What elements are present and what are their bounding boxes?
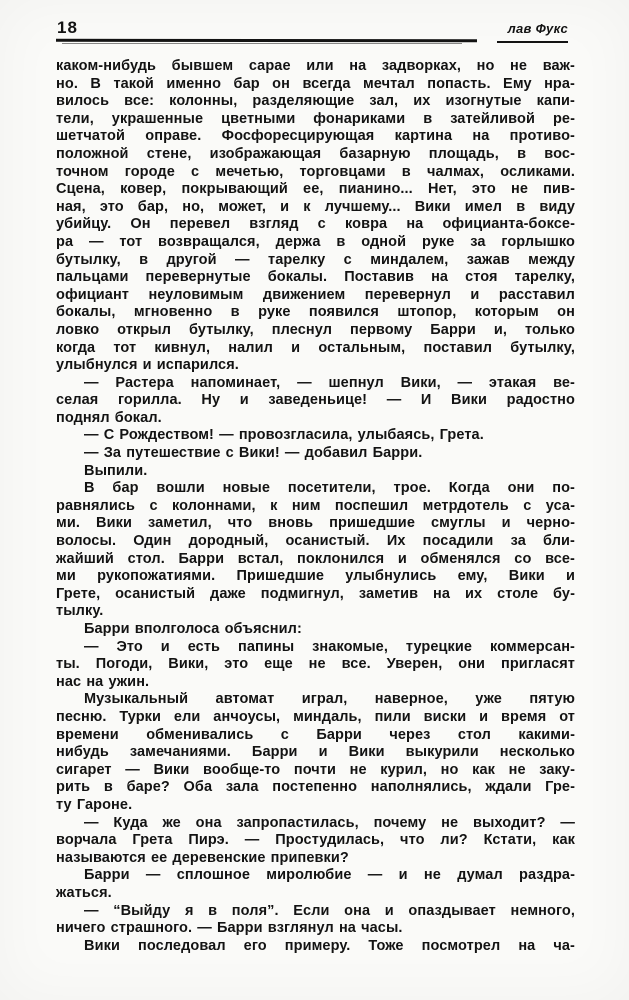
running-title: лав Фукс [507,21,568,36]
text-line: ми рукопожатиями. Пришедшие улыбнулись ему, Вики и [56,568,575,585]
text-line: положной стене, изображающая базарную площадь, в вос- [56,145,575,162]
text-line: пальцами перевернутые бокалы. Поставив на стоя тарелку, [56,269,575,286]
text-line: времени обменивались с Барри через стол какими- [56,726,575,743]
text-line: но. В такой именно бар он всегда мечтал попасть. Ему нра- [56,75,575,92]
text-line: ничего страшного. — Барри взглянул на часы. [56,920,403,937]
text-line: когда тот кивнул, налил и остальным, поставил бутылку, [56,339,575,356]
text-line: Барри — сплошное миролюбие — и не думал раздра- [84,867,575,884]
text-line: — Куда же она запропастилась, почему не выходит? — [84,814,575,831]
header-rule-echo [62,43,462,44]
text-line: шетчатой оправе. Фосфоресцирующая картина на противо- [56,128,575,145]
text-line: нас на ужин. [56,673,150,690]
text-line: волосы. Один дородный, осанистый. Их посадили за бли- [56,533,575,550]
text-line: сигарет — Вики вообще-то почти не курил, но как не заку- [56,761,575,778]
text-line: — За путешествие с Вики! — добавил Барри. [84,445,423,462]
text-line: вилось все: колонны, разделяющие зал, их изогнутые капи- [56,93,575,110]
text-line: Грете, осанистый даже подмигнул, заметив на их столе бу- [56,585,575,602]
running-title-rule [497,41,568,43]
text-line: ная, это бар, но, может, и к лучшему... Вики имел в виду [56,198,575,215]
text-line: нибудь замечаниями. Барри и Вики выкурили несколько [56,744,575,761]
text-line: бокалы, мгновенно в руке появился штопор, которым он [56,304,575,321]
text-line: Барри вполголоса объяснил: [84,621,302,637]
text-line: равнялись с колоннами, к ним поспешил метрдотель с уса- [56,497,575,514]
text-line: убийцу. Он перевел взгляд с ковра на официанта-боксе- [56,216,575,233]
text-line: каком-нибудь бывшем сарае или на задворках, но не важ- [56,58,575,74]
page-text [56,58,575,955]
text-line: ворчала Грета Пирэ. — Простудилась, что ли? Кстати, как [56,832,575,849]
text-line: улыбнулся и испарился. [56,357,239,374]
text-line: тылку. [56,603,104,620]
text-line: ту Гароне. [56,796,133,813]
text-line: Музыкальный автомат играл, наверное, уже пятую [84,691,575,708]
text-line: ми. Вики заметил, что вновь пришедшие смуглы и черно- [56,515,575,532]
text-line: — Растера напоминает, — шепнул Вики, — этакая ве- [84,374,575,391]
page-number: 18 [57,18,78,37]
header-rule [56,39,477,42]
text-line: бутылку, в другой — тарелку с миндалем, зажав между [56,251,575,268]
text-line: официант неуловимым движением перевернул и расставил [56,286,575,303]
text-line: жаться. [56,884,112,901]
text-line: ты. Погоди, Вики, это еще не все. Уверен, они пригласят [56,656,575,673]
text-line: ра — тот возвращался, держа в одной руке за горлышко [56,233,575,250]
text-line: жайший стол. Барри встал, поклонился и обменялся со все- [56,550,575,567]
text-line: — “Выйду я в поля”. Если она и опаздывает немного, [84,902,575,919]
text-line: Вики последовал его примеру. Тоже посмотрел на ча- [84,937,575,954]
text-line: селая горилла. Ну и заведеньице! — И Вики радостно [56,392,575,409]
text-line: В бар вошли новые посетители, трое. Когда они по- [84,480,575,497]
text-line: Сцена, ковер, покрывающий ее, пианино... Нет, это не пив- [56,181,575,198]
text-line: называются ее деревенские припевки? [56,849,349,866]
text-line: точном городе с мечетью, торговцами в чалмах, осликами. [56,163,575,180]
text-line: песню. Турки ели анчоусы, миндаль, пили виски и время от [56,708,575,725]
text-line: поднял бокал. [56,409,162,426]
text-line: Выпили. [84,462,148,479]
text-line: тели, украшенные цветными фонариками в затейливой ре- [56,110,575,127]
text-line: — С Рождеством! — провозгласила, улыбаясь, Грета. [84,427,484,444]
text-line: — Это и есть папины знакомые, турецкие коммерсан- [84,638,575,655]
text-line: ловко открыл бутылку, плеснул первому Барри и, только [56,321,575,338]
text-line: рить в баре? Оба зала постепенно наполнялись, ждали Гре- [56,779,575,796]
